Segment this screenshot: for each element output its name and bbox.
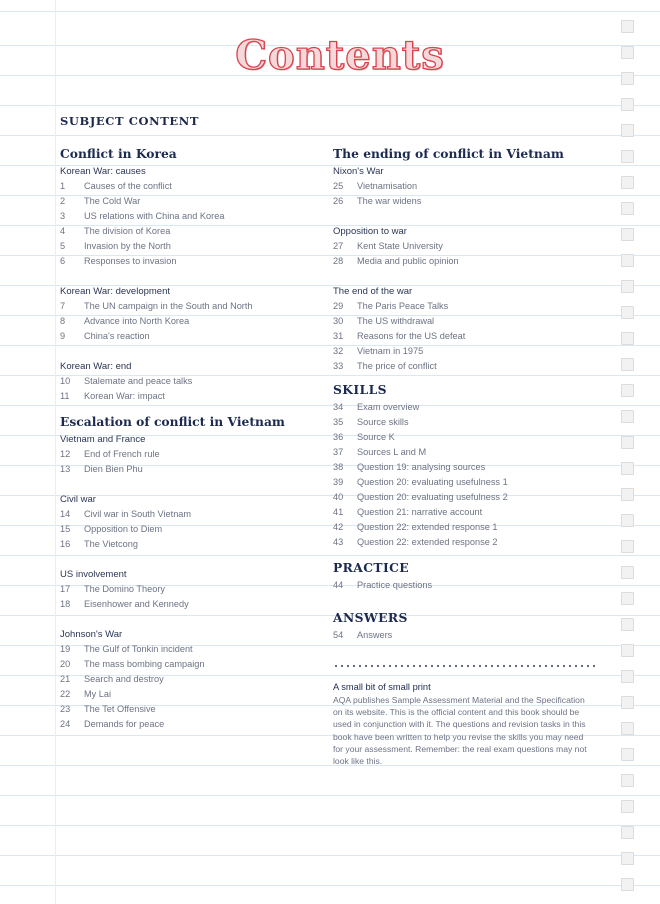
margin-box bbox=[621, 72, 634, 85]
page-number: 3 bbox=[60, 211, 66, 221]
toc-item[interactable] bbox=[60, 537, 330, 552]
margin-box bbox=[621, 696, 634, 709]
toc-item[interactable] bbox=[60, 657, 330, 672]
item-title: The UN campaign in the South and North bbox=[84, 301, 253, 311]
page-number: 31 bbox=[333, 331, 344, 341]
margin-box bbox=[621, 98, 634, 111]
page-number: 25 bbox=[333, 181, 344, 191]
page-number: 21 bbox=[60, 674, 71, 684]
margin-box bbox=[621, 228, 634, 241]
page-number: 40 bbox=[333, 492, 344, 502]
margin-box bbox=[621, 306, 634, 319]
item-title: Kent State University bbox=[357, 241, 443, 251]
item-title: Exam overview bbox=[357, 402, 420, 412]
toc-item[interactable] bbox=[333, 400, 603, 415]
page-number: 28 bbox=[333, 256, 344, 266]
page-number: 4 bbox=[60, 226, 66, 236]
spacer bbox=[60, 344, 330, 359]
toc-item[interactable] bbox=[60, 209, 330, 224]
subheading: Johnson's War bbox=[60, 629, 123, 640]
page-number: 29 bbox=[333, 301, 344, 311]
toc-item[interactable] bbox=[60, 717, 330, 732]
toc-item[interactable] bbox=[333, 535, 603, 550]
section-title: The ending of conflict in Vietnam bbox=[333, 146, 564, 161]
subheading: Vietnam and France bbox=[60, 434, 146, 445]
item-title: US relations with China and Korea bbox=[84, 211, 225, 221]
margin-box bbox=[621, 46, 634, 59]
spacer bbox=[60, 552, 330, 567]
toc-item[interactable] bbox=[333, 344, 603, 359]
toc-item[interactable] bbox=[60, 224, 330, 239]
section-title: Conflict in Korea bbox=[60, 146, 177, 161]
page-number: 30 bbox=[333, 316, 344, 326]
toc-item[interactable] bbox=[60, 597, 330, 612]
toc-item[interactable] bbox=[333, 314, 603, 329]
practice-heading: PRACTICE bbox=[333, 560, 410, 575]
margin-box bbox=[621, 540, 634, 553]
toc-item[interactable] bbox=[60, 389, 330, 404]
skills-heading: SKILLS bbox=[333, 382, 387, 397]
margin-box bbox=[621, 644, 634, 657]
item-title: Vietnam in 1975 bbox=[357, 346, 424, 356]
toc-item[interactable] bbox=[60, 254, 330, 269]
item-title: Responses to invasion bbox=[84, 256, 177, 266]
left-column bbox=[60, 144, 330, 732]
subheading: Korean War: development bbox=[60, 286, 171, 297]
item-title: Invasion by the North bbox=[84, 241, 171, 251]
margin-box bbox=[621, 722, 634, 735]
margin-box bbox=[621, 514, 634, 527]
toc-item[interactable] bbox=[333, 415, 603, 430]
item-title: The war widens bbox=[357, 196, 422, 206]
toc-item[interactable] bbox=[60, 582, 330, 597]
margin-box bbox=[621, 618, 634, 631]
spacer bbox=[333, 550, 603, 558]
toc-item[interactable] bbox=[333, 520, 603, 535]
margin-box bbox=[621, 878, 634, 891]
toc-item[interactable] bbox=[333, 254, 603, 269]
toc-item[interactable] bbox=[60, 447, 330, 462]
page-number: 27 bbox=[333, 241, 344, 251]
margin-box bbox=[621, 124, 634, 137]
toc-item[interactable] bbox=[60, 702, 330, 717]
page-number: 20 bbox=[60, 659, 71, 669]
toc-item[interactable] bbox=[60, 194, 330, 209]
small-print-body: AQA publishes Sample Assessment Material and the Specification on its website. This is the official content and this book should be used in conjunction with it. The questions and revision tasks in this book have been written to help you revise the skills you may need for your assessment. Remember: the real exam questions may not look like this. bbox=[333, 695, 587, 767]
page-number: 17 bbox=[60, 584, 71, 594]
item-title: The Vietcong bbox=[84, 539, 138, 549]
page-number: 26 bbox=[333, 196, 344, 206]
margin-box bbox=[621, 410, 634, 423]
spacer bbox=[333, 643, 603, 651]
item-title: The Domino Theory bbox=[84, 584, 166, 594]
page-title: Contents bbox=[235, 32, 445, 79]
margin-box bbox=[621, 332, 634, 345]
item-title: Opposition to Diem bbox=[84, 524, 163, 534]
item-title: Civil war in South Vietnam bbox=[84, 509, 192, 519]
spacer bbox=[60, 612, 330, 627]
spacer bbox=[333, 269, 603, 284]
dotted-divider bbox=[333, 665, 595, 667]
toc-item[interactable] bbox=[333, 239, 603, 254]
toc-item[interactable] bbox=[333, 179, 603, 194]
subheading: Korean War: causes bbox=[60, 166, 146, 177]
page-number: 6 bbox=[60, 256, 66, 266]
toc-item[interactable] bbox=[333, 445, 603, 460]
toc-item[interactable] bbox=[60, 329, 330, 344]
item-title: Sources L and M bbox=[357, 447, 427, 457]
margin-line bbox=[55, 0, 56, 904]
item-title: Practice questions bbox=[357, 580, 433, 590]
page-number: 2 bbox=[60, 196, 66, 206]
spacer bbox=[60, 477, 330, 492]
page-number: 43 bbox=[333, 537, 344, 547]
toc-item[interactable] bbox=[333, 430, 603, 445]
item-title: The price of conflict bbox=[357, 361, 437, 371]
item-title: Dien Bien Phu bbox=[84, 464, 143, 474]
subheading: US involvement bbox=[60, 569, 127, 580]
page-number: 54 bbox=[333, 630, 344, 640]
page-number: 9 bbox=[60, 331, 66, 341]
toc-item[interactable] bbox=[60, 239, 330, 254]
page-number: 16 bbox=[60, 539, 71, 549]
item-title: Question 19: analysing sources bbox=[357, 462, 486, 472]
small-print-title: A small bit of small print bbox=[333, 682, 431, 692]
page-number: 34 bbox=[333, 402, 344, 412]
toc-item[interactable] bbox=[333, 578, 603, 593]
toc-item[interactable] bbox=[60, 507, 330, 522]
margin-box bbox=[621, 384, 634, 397]
margin-box bbox=[621, 670, 634, 683]
item-title: Media and public opinion bbox=[357, 256, 459, 266]
page-number: 39 bbox=[333, 477, 344, 487]
toc-item[interactable] bbox=[60, 642, 330, 657]
page-number: 5 bbox=[60, 241, 66, 251]
page-number: 42 bbox=[333, 522, 344, 532]
item-title: Reasons for the US defeat bbox=[357, 331, 466, 341]
item-title: The mass bombing campaign bbox=[84, 659, 205, 669]
item-title: Question 22: extended response 2 bbox=[357, 537, 498, 547]
item-title: Korean War: impact bbox=[84, 391, 165, 401]
toc-item[interactable] bbox=[60, 314, 330, 329]
page-number: 32 bbox=[333, 346, 344, 356]
page-number: 33 bbox=[333, 361, 344, 371]
right-column bbox=[333, 144, 603, 767]
toc-item[interactable] bbox=[333, 490, 603, 505]
page-number: 38 bbox=[333, 462, 344, 472]
subject-content-heading: SUBJECT CONTENT bbox=[60, 114, 200, 128]
page-number: 44 bbox=[333, 580, 344, 590]
margin-box bbox=[621, 280, 634, 293]
page-number: 23 bbox=[60, 704, 71, 714]
item-title: The Paris Peace Talks bbox=[357, 301, 449, 311]
item-title: Demands for peace bbox=[84, 719, 165, 729]
toc-item[interactable] bbox=[60, 687, 330, 702]
page-number: 1 bbox=[60, 181, 66, 191]
toc-item[interactable] bbox=[60, 374, 330, 389]
margin-box bbox=[621, 852, 634, 865]
page-number: 37 bbox=[333, 447, 344, 457]
item-title: Vietnamisation bbox=[357, 181, 418, 191]
item-title: The US withdrawal bbox=[357, 316, 435, 326]
margin-box bbox=[621, 566, 634, 579]
page-number: 15 bbox=[60, 524, 71, 534]
subheading: Korean War: end bbox=[60, 361, 132, 372]
item-title: Question 22: extended response 1 bbox=[357, 522, 498, 532]
item-title: Advance into North Korea bbox=[84, 316, 190, 326]
spacer bbox=[333, 209, 603, 224]
toc-item[interactable] bbox=[333, 299, 603, 314]
page-number: 18 bbox=[60, 599, 71, 609]
subheading: Civil war bbox=[60, 494, 96, 505]
toc-item[interactable] bbox=[333, 359, 603, 374]
margin-box bbox=[621, 20, 634, 33]
item-title: Question 21: narrative account bbox=[357, 507, 483, 517]
toc-item[interactable] bbox=[333, 194, 603, 209]
item-title: Search and destroy bbox=[84, 674, 164, 684]
page-number: 10 bbox=[60, 376, 71, 386]
margin-box bbox=[621, 800, 634, 813]
margin-box bbox=[621, 774, 634, 787]
toc-item[interactable] bbox=[333, 628, 603, 643]
item-title: Question 20: evaluating usefulness 2 bbox=[357, 492, 508, 502]
toc-item[interactable] bbox=[60, 299, 330, 314]
toc-item[interactable] bbox=[333, 329, 603, 344]
page-number: 22 bbox=[60, 689, 71, 699]
item-title: End of French rule bbox=[84, 449, 160, 459]
page-number: 36 bbox=[333, 432, 344, 442]
margin-box bbox=[621, 150, 634, 163]
toc-item[interactable] bbox=[333, 460, 603, 475]
margin-box bbox=[621, 176, 634, 189]
margin-box bbox=[621, 592, 634, 605]
spacer bbox=[60, 404, 330, 412]
item-title: Answers bbox=[357, 630, 393, 640]
margin-box bbox=[621, 462, 634, 475]
item-title: The Cold War bbox=[84, 196, 141, 206]
page-number: 13 bbox=[60, 464, 71, 474]
answers-heading: ANSWERS bbox=[333, 610, 408, 625]
page-number: 19 bbox=[60, 644, 71, 654]
page-number: 12 bbox=[60, 449, 71, 459]
spacer bbox=[60, 269, 330, 284]
subheading: Opposition to war bbox=[333, 226, 407, 237]
page-number: 8 bbox=[60, 316, 66, 326]
item-title: The division of Korea bbox=[84, 226, 171, 236]
item-title: Eisenhower and Kennedy bbox=[84, 599, 189, 609]
margin-box bbox=[621, 254, 634, 267]
item-title: Question 20: evaluating usefulness 1 bbox=[357, 477, 508, 487]
section-title: Escalation of conflict in Vietnam bbox=[60, 414, 285, 429]
item-title: Source skills bbox=[357, 417, 409, 427]
margin-box bbox=[621, 358, 634, 371]
margin-box bbox=[621, 436, 634, 449]
spacer bbox=[333, 593, 603, 608]
page-number: 24 bbox=[60, 719, 71, 729]
toc-item[interactable] bbox=[333, 475, 603, 490]
page-number: 7 bbox=[60, 301, 66, 311]
toc-item[interactable] bbox=[60, 179, 330, 194]
item-title: Source K bbox=[357, 432, 395, 442]
subheading: The end of the war bbox=[333, 286, 413, 297]
item-title: Causes of the conflict bbox=[84, 181, 172, 191]
page-number: 41 bbox=[333, 507, 344, 517]
page-number: 14 bbox=[60, 509, 71, 519]
margin-box bbox=[621, 202, 634, 215]
item-title: My Lai bbox=[84, 689, 112, 699]
subheading: Nixon's War bbox=[333, 166, 384, 177]
page-number: 35 bbox=[333, 417, 344, 427]
toc-item[interactable] bbox=[60, 522, 330, 537]
toc-item[interactable] bbox=[333, 505, 603, 520]
item-title: China's reaction bbox=[84, 331, 150, 341]
item-title: The Gulf of Tonkin incident bbox=[84, 644, 193, 654]
margin-box bbox=[621, 826, 634, 839]
margin-box-strip bbox=[621, 20, 635, 904]
page-number: 11 bbox=[60, 391, 70, 401]
item-title: Stalemate and peace talks bbox=[84, 376, 193, 386]
toc-item[interactable] bbox=[60, 672, 330, 687]
item-title: The Tet Offensive bbox=[84, 704, 156, 714]
toc-item[interactable] bbox=[60, 462, 330, 477]
margin-box bbox=[621, 488, 634, 501]
margin-box bbox=[621, 748, 634, 761]
